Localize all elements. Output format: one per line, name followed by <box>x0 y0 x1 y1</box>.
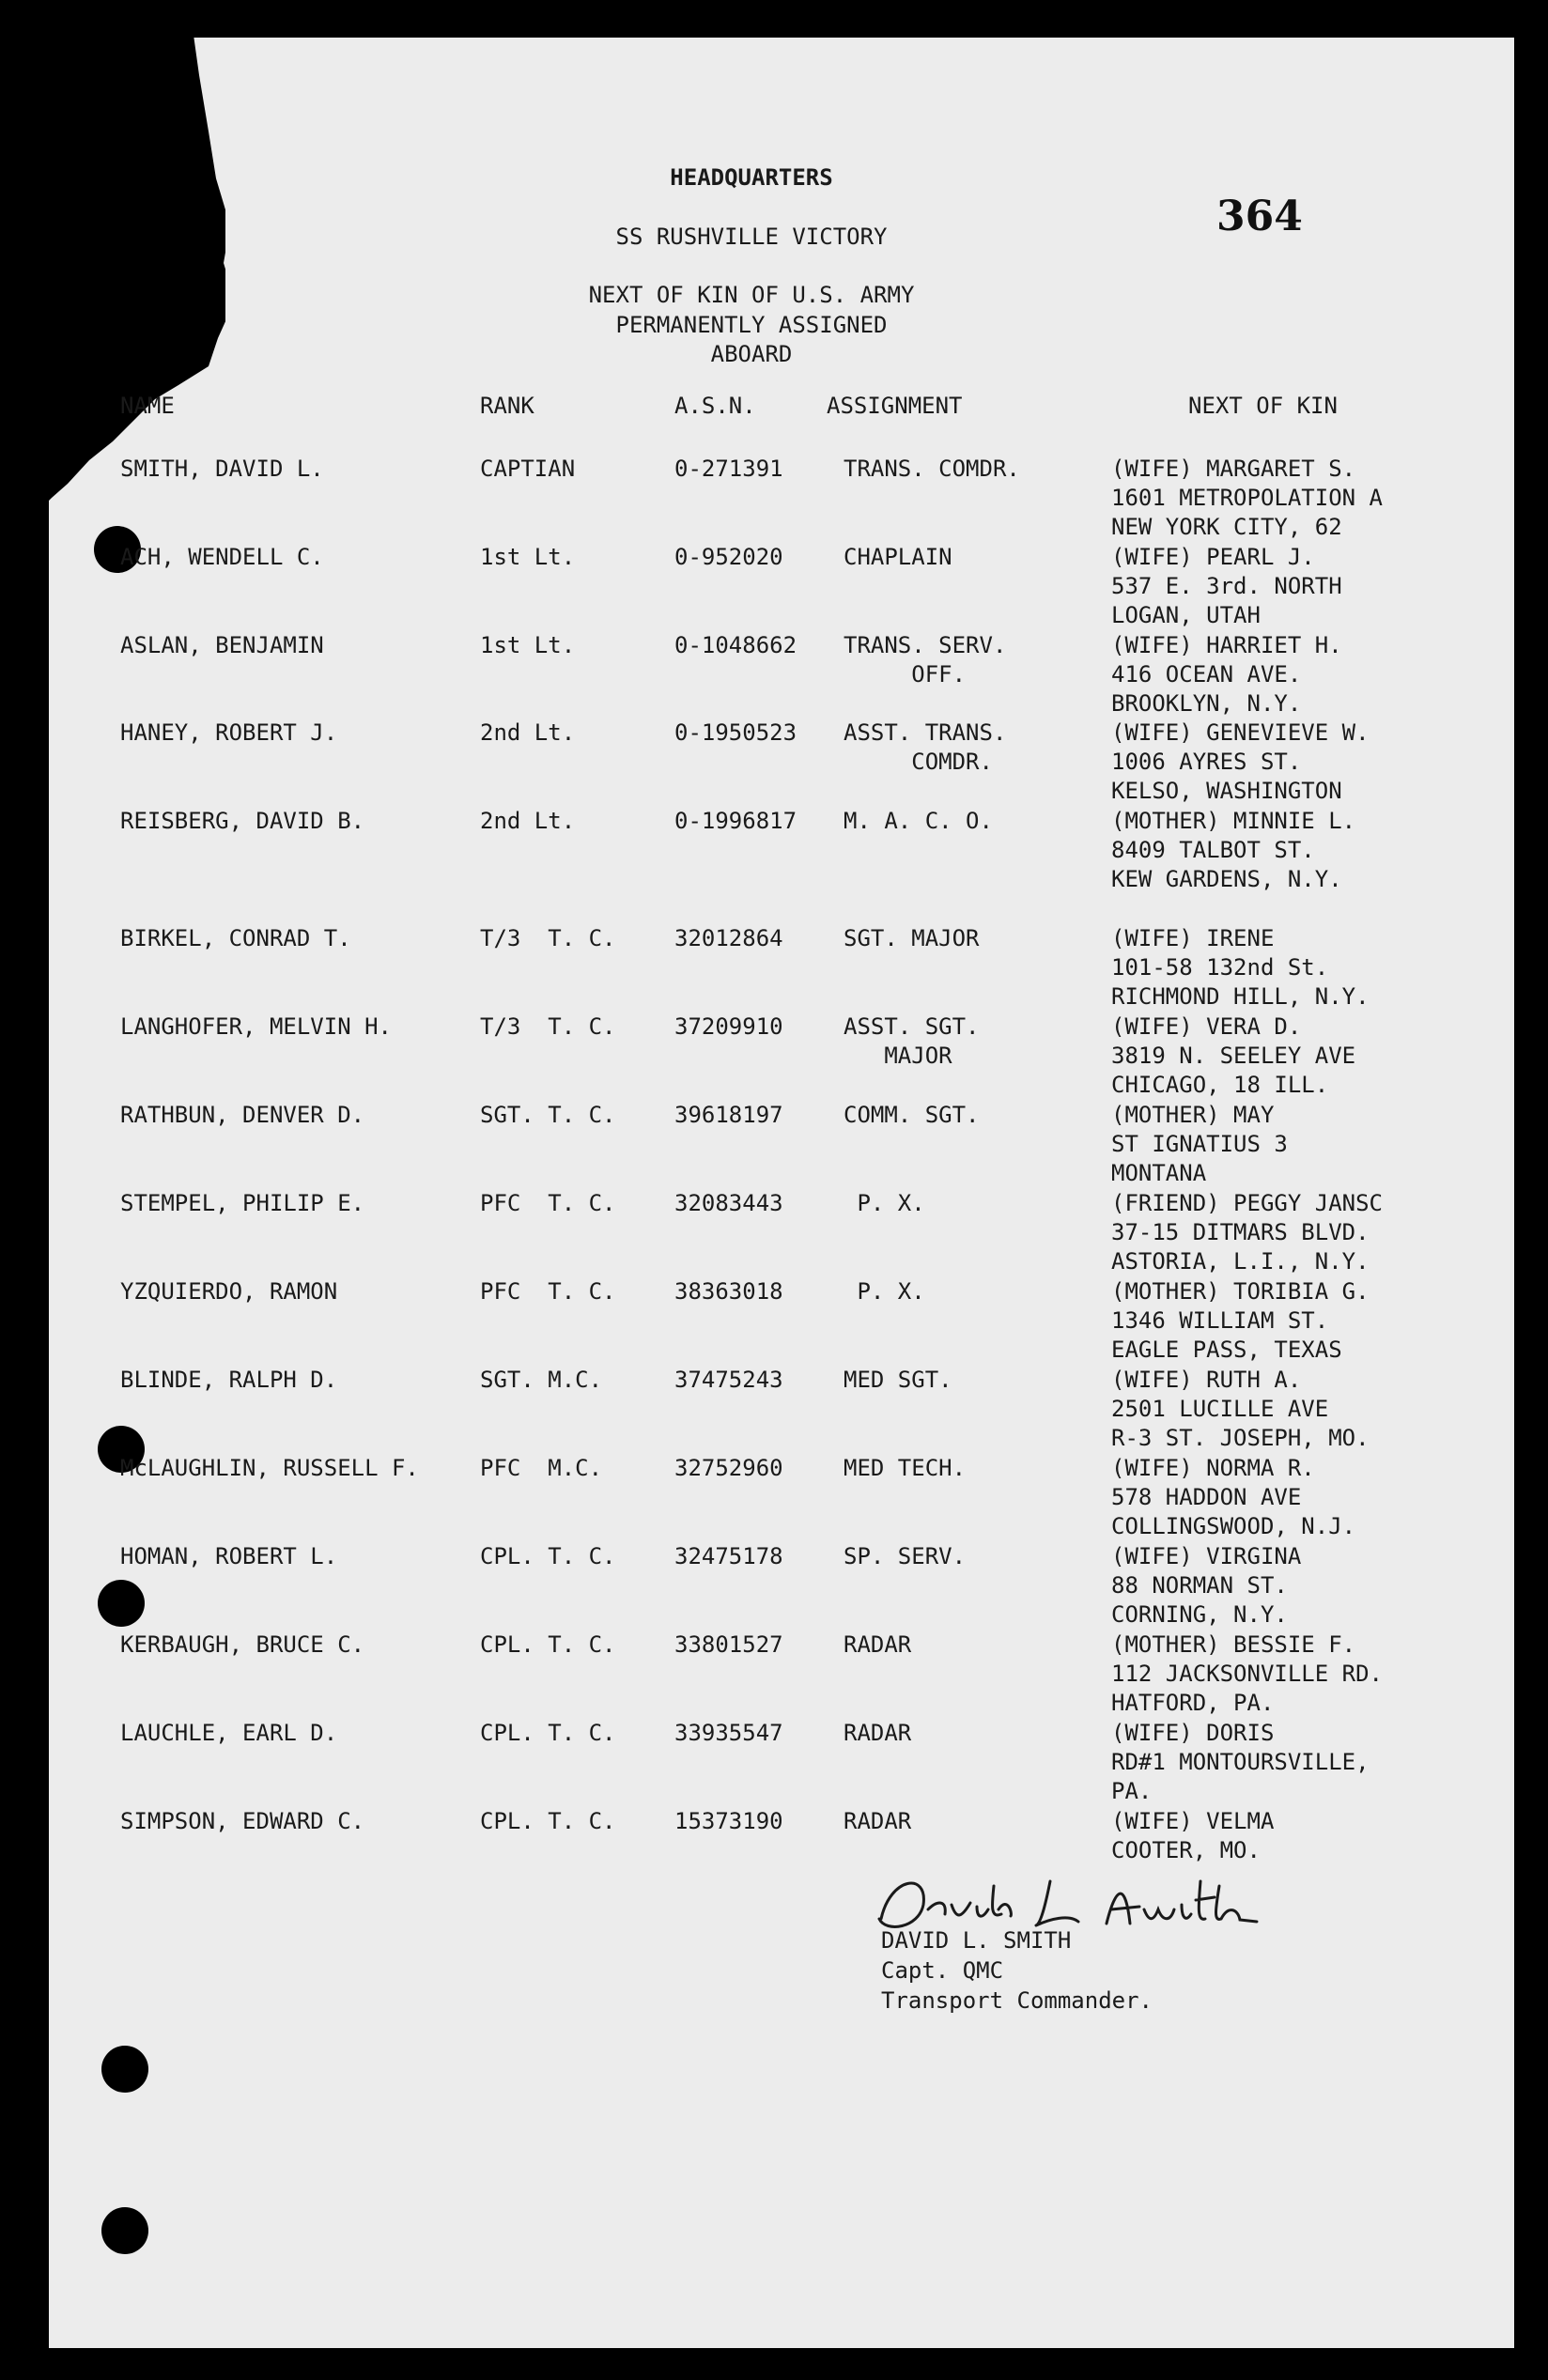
row-assignment: ASST. TRANS. COMDR. <box>844 719 1007 775</box>
row-next-of-kin: (WIFE) HARRIET H. 416 OCEAN AVE. BROOKLYN, N.Y. <box>1111 632 1342 717</box>
row-assignment: ASST. SGT. MAJOR <box>844 1013 980 1069</box>
row-rank: 2nd Lt. <box>480 808 576 834</box>
table-row <box>0 1542 1548 1630</box>
row-assignment: COMM. SGT. <box>844 1102 980 1128</box>
row-next-of-kin: (MOTHER) BESSIE F. 112 JACKSONVILLE RD. HATFORD, PA. <box>1111 1631 1383 1716</box>
row-next-of-kin: (WIFE) IRENE 101-58 132nd St. RICHMOND HILL, N.Y. <box>1111 925 1370 1010</box>
table-row <box>0 1277 1548 1366</box>
row-asn: 37209910 <box>674 1013 783 1040</box>
row-asn: 39618197 <box>674 1102 783 1128</box>
row-assignment: RADAR <box>844 1808 912 1834</box>
row-asn: 38363018 <box>674 1278 783 1305</box>
row-asn: 33801527 <box>674 1631 783 1658</box>
row-next-of-kin: (MOTHER) TORIBIA G. 1346 WILLIAM ST. EAGLE PASS, TEXAS <box>1111 1278 1370 1363</box>
row-name: SIMPSON, EDWARD C. <box>120 1808 365 1834</box>
row-asn: 32475178 <box>674 1543 783 1569</box>
row-rank: 1st Lt. <box>480 544 576 570</box>
row-rank: CPL. T. C. <box>480 1631 616 1658</box>
row-assignment: MED SGT. <box>844 1367 952 1393</box>
column-header-next-of-kin: NEXT OF KIN <box>1188 393 1338 419</box>
row-next-of-kin: (FRIEND) PEGGY JANSC 37-15 DITMARS BLVD. ASTORIA, L.I., N.Y. <box>1111 1190 1383 1275</box>
row-assignment: TRANS. SERV. OFF. <box>844 632 1007 688</box>
row-next-of-kin: (WIFE) VERA D. 3819 N. SEELEY AVE CHICAGO, 18 ILL. <box>1111 1013 1356 1098</box>
table-row <box>0 455 1548 543</box>
row-rank: 1st Lt. <box>480 632 576 658</box>
row-asn: 15373190 <box>674 1808 783 1834</box>
table-row <box>0 1719 1548 1807</box>
row-next-of-kin: (MOTHER) MINNIE L. 8409 TALBOT ST. KEW GARDENS, N.Y. <box>1111 808 1356 892</box>
row-next-of-kin: (MOTHER) MAY ST IGNATIUS 3 MONTANA <box>1111 1102 1288 1186</box>
row-name: BLINDE, RALPH D. <box>120 1367 338 1393</box>
row-asn: 0-1048662 <box>674 632 797 658</box>
row-asn: 37475243 <box>674 1367 783 1393</box>
row-assignment: CHAPLAIN <box>844 544 952 570</box>
header-subtitle: PERMANENTLY ASSIGNED <box>615 312 888 338</box>
column-header-assignment: ASSIGNMENT <box>827 393 963 419</box>
row-next-of-kin: (WIFE) GENEVIEVE W. 1006 AYRES ST. KELSO, WASHINGTON <box>1111 719 1370 804</box>
row-rank: PFC T. C. <box>480 1278 616 1305</box>
row-asn: 33935547 <box>674 1720 783 1746</box>
row-name: BIRKEL, CONRAD T. <box>120 925 351 951</box>
row-rank: CPL. T. C. <box>480 1720 616 1746</box>
row-rank: SGT. T. C. <box>480 1102 616 1128</box>
row-name: McLAUGHLIN, RUSSELL F. <box>120 1455 419 1481</box>
signer-rank: Capt. QMC <box>881 1957 1004 1984</box>
row-asn: 0-271391 <box>674 456 783 482</box>
table-row <box>0 1189 1548 1277</box>
row-asn: 0-952020 <box>674 544 783 570</box>
row-assignment: MED TECH. <box>844 1455 967 1481</box>
table-row <box>0 807 1548 895</box>
row-assignment: TRANS. COMDR. <box>844 456 1020 482</box>
row-next-of-kin: (WIFE) NORMA R. 578 HADDON AVE COLLINGSWOOD, N.J. <box>1111 1455 1356 1539</box>
row-assignment: M. A. C. O. <box>844 808 993 834</box>
row-asn: 0-1950523 <box>674 719 797 746</box>
row-next-of-kin: (WIFE) VELMA COOTER, MO. <box>1111 1808 1275 1863</box>
row-next-of-kin: (WIFE) MARGARET S. 1601 METROPOLATION A NEW YORK CITY, 62 <box>1111 456 1383 540</box>
row-next-of-kin: (WIFE) DORIS RD#1 MONTOURSVILLE, PA. <box>1111 1720 1370 1804</box>
header-title: NEXT OF KIN OF U.S. ARMY <box>588 282 915 308</box>
row-name: ASLAN, BENJAMIN <box>120 632 324 658</box>
row-rank: SGT. M.C. <box>480 1367 603 1393</box>
row-rank: PFC T. C. <box>480 1190 616 1216</box>
row-rank: CPL. T. C. <box>480 1543 616 1569</box>
row-name: HANEY, ROBERT J. <box>120 719 338 746</box>
row-name: STEMPEL, PHILIP E. <box>120 1190 365 1216</box>
row-name: SMITH, DAVID L. <box>120 456 324 482</box>
row-rank: CAPTIAN <box>480 456 576 482</box>
row-rank: PFC M.C. <box>480 1455 603 1481</box>
table-row <box>0 719 1548 807</box>
header-headquarters: HEADQUARTERS <box>670 164 833 191</box>
table-row <box>0 1012 1548 1101</box>
table-row <box>0 924 1548 1012</box>
row-name: LANGHOFER, MELVIN H. <box>120 1013 392 1040</box>
row-rank: T/3 T. C. <box>480 925 616 951</box>
table-row <box>0 543 1548 631</box>
row-name: LAUCHLE, EARL D. <box>120 1720 338 1746</box>
row-rank: 2nd Lt. <box>480 719 576 746</box>
row-name: YZQUIERDO, RAMON <box>120 1278 338 1305</box>
signer-name: DAVID L. SMITH <box>881 1927 1072 1954</box>
column-header-rank: RANK <box>480 393 534 419</box>
table-row <box>0 1807 1548 1895</box>
row-rank: CPL. T. C. <box>480 1808 616 1834</box>
row-asn: 32012864 <box>674 925 783 951</box>
row-name: ACH, WENDELL C. <box>120 544 324 570</box>
table-row <box>0 631 1548 719</box>
header-aboard: ABOARD <box>710 341 793 367</box>
table-row <box>0 1630 1548 1719</box>
table-row <box>0 1366 1548 1454</box>
row-assignment: SGT. MAJOR <box>844 925 980 951</box>
row-assignment: RADAR <box>844 1720 912 1746</box>
row-assignment: SP. SERV. <box>844 1543 967 1569</box>
row-name: RATHBUN, DENVER D. <box>120 1102 365 1128</box>
page-number: 364 <box>1216 193 1303 240</box>
row-assignment: P. X. <box>844 1278 925 1305</box>
row-next-of-kin: (WIFE) RUTH A. 2501 LUCILLE AVE R-3 ST. JOSEPH, MO. <box>1111 1367 1370 1451</box>
signer-role: Transport Commander. <box>881 1987 1153 2014</box>
row-rank: T/3 T. C. <box>480 1013 616 1040</box>
row-assignment: RADAR <box>844 1631 912 1658</box>
column-header-name: NAME <box>120 393 175 419</box>
table-row <box>0 1454 1548 1542</box>
row-asn: 32752960 <box>674 1455 783 1481</box>
row-name: KERBAUGH, BRUCE C. <box>120 1631 365 1658</box>
row-name: REISBERG, DAVID B. <box>120 808 365 834</box>
row-assignment: P. X. <box>844 1190 925 1216</box>
signature-block <box>881 1925 1153 2016</box>
table-row <box>0 1101 1548 1189</box>
column-header-asn: A.S.N. <box>674 393 756 419</box>
row-next-of-kin: (WIFE) VIRGINA 88 NORMAN ST. CORNING, N.Y. <box>1111 1543 1302 1628</box>
row-next-of-kin: (WIFE) PEARL J. 537 E. 3rd. NORTH LOGAN, UTAH <box>1111 544 1342 628</box>
row-asn: 32083443 <box>674 1190 783 1216</box>
row-name: HOMAN, ROBERT L. <box>120 1543 338 1569</box>
header-ship-name: SS RUSHVILLE VICTORY <box>615 224 888 250</box>
row-asn: 0-1996817 <box>674 808 797 834</box>
